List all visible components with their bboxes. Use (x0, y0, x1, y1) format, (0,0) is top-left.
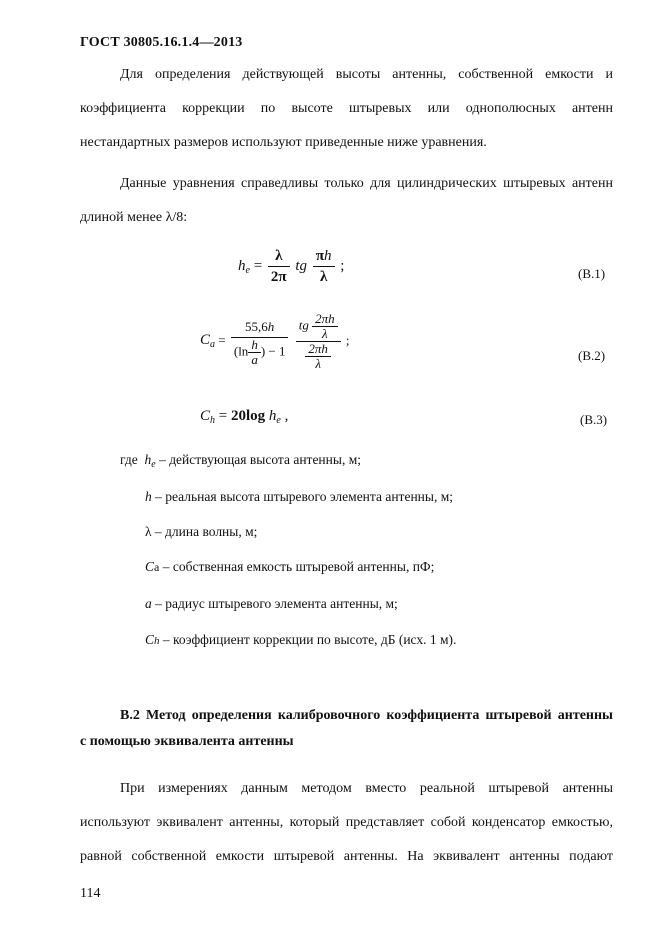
para3-line1: При измерениях данным методом вместо реальной штыревой антенны (120, 781, 613, 796)
equation-b3: $C_h = 20\log$ $h_e$ , (200, 408, 289, 426)
para1-line3: нестандартных размеров используют приведенные ниже уравнения. (80, 135, 487, 150)
section-title-line1: В.2 Метод определения калибровочного коэффициента штыревой антенны (120, 708, 613, 723)
para2-line2: длиной менее λ/8: (80, 210, 188, 225)
para3-line3: равной собственной емкости штыревой антенны. На эквивалент антенны подают (80, 849, 613, 864)
page-number: 114 (80, 886, 101, 901)
para1-line1: Для определения действующей высоты антенны, собственной емкости и (120, 67, 613, 82)
para1-line2: коэффициента коррекции по высоте штыревых или однополюсных антенн (80, 101, 613, 116)
equation-b2-number: (В.2) (578, 348, 606, 363)
equation-b1: $h_e$ = $\frac{\lambda}{2\pi}$ tg $\frac{\pi h}{\lambda}$ ; (238, 248, 345, 285)
equation-b1-number: (В.1) (578, 266, 606, 281)
equation-b3-number: (В.3) (580, 412, 608, 427)
definition-ch: Ch – коэффициент коррекции по высоте, дБ (исх. 1 м). (145, 632, 457, 647)
equation-b2: $C_a$ = 55,6h (ln $\frac{h}{a}$ ) − 1 tg $\frac{2\pi h}{\lambda}$ $\frac{2\pi h}{\lambda}$ ; (200, 311, 350, 371)
definition-he: где $h_e$ – действующая высота антенны, м; (120, 452, 361, 470)
definition-a: a – радиус штыревого элемента антенны, м; (145, 596, 398, 611)
document-header: ГОСТ 30805.16.1.4—2013 (80, 35, 243, 50)
definition-ca: Ca – собственная емкость штыревой антенны, пФ; (145, 559, 435, 574)
definition-lambda: λ – длина волны, м; (145, 524, 258, 539)
definition-h: h – реальная высота штыревого элемента антенны, м; (145, 489, 454, 504)
para2-line1: Данные уравнения справедливы только для цилиндрических штыревых антенн (120, 176, 613, 191)
section-title-line2: с помощью эквивалента антенны (80, 734, 294, 749)
para3-line2: используют эквивалент антенны, который представляет собой конденсатор емкостью, (80, 815, 613, 830)
